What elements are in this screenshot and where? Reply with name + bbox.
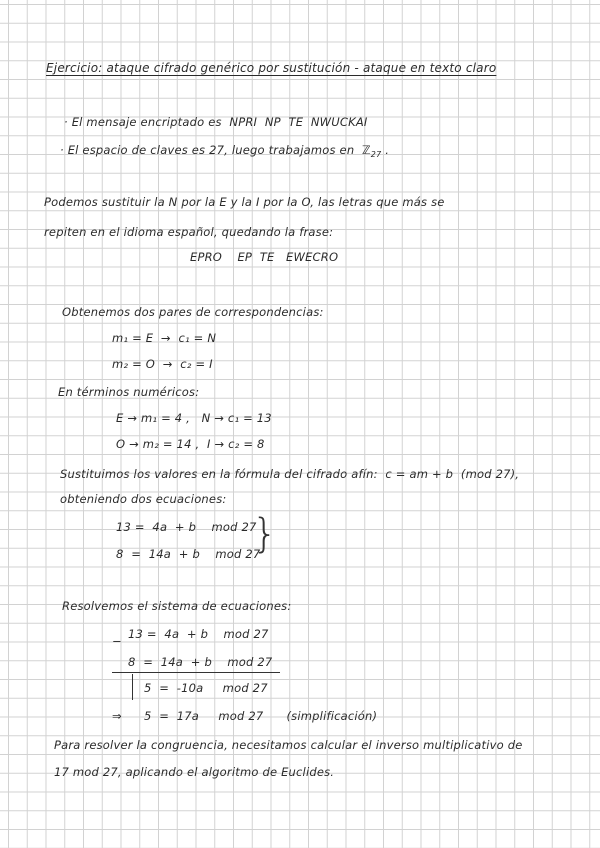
conclusion-line: Para resolver la congruencia, necesitamos calcular el inverso multiplicativo de bbox=[54, 738, 523, 752]
pair-two: m₂ = O → c₂ = I bbox=[112, 357, 213, 371]
substitution-line: obteniendo dos ecuaciones: bbox=[60, 492, 227, 506]
numeric-intro: En términos numéricos: bbox=[58, 385, 200, 399]
z-subscript: 27 bbox=[370, 150, 382, 159]
system-equation-one: 13 = 4a + b mod 27 bbox=[128, 627, 269, 641]
minus-sign: − bbox=[112, 634, 122, 648]
bullet-encrypted-message: · El mensaje encriptado es NPRI NP TE NWUCKAI bbox=[64, 115, 368, 129]
solve-intro: Resolvemos el sistema de ecuaciones: bbox=[62, 599, 292, 613]
equation-two: 8 = 14a + b mod 27 bbox=[116, 547, 261, 561]
pair-one: m₁ = E → c₁ = N bbox=[112, 331, 217, 345]
numeric-values-two: O → m₂ = 14 , I → c₂ = 8 bbox=[116, 437, 265, 451]
bullet-key-space-text: · El espacio de claves es 27, luego trabajamos en ℤ bbox=[60, 143, 371, 157]
substitution-line: Sustituimos los valores en la fórmula del cifrado afín: c = am + b (mod 27), bbox=[60, 467, 520, 481]
substituted-phrase: EPRO EP TE EWECRO bbox=[190, 250, 339, 264]
subtraction-bracket bbox=[132, 674, 133, 700]
system-result: 5 = -10a mod 27 bbox=[144, 681, 268, 695]
bullet-key-space-tail: . bbox=[381, 143, 390, 157]
bullet-key-space bbox=[60, 142, 389, 163]
implies-arrow: ⇒ bbox=[112, 709, 122, 723]
subtraction-rule bbox=[112, 672, 280, 673]
conclusion-line: 17 mod 27, aplicando el algoritmo de Euclides. bbox=[54, 765, 335, 779]
system-equation-two: 8 = 14a + b mod 27 bbox=[128, 655, 273, 669]
numeric-values-one: E → m₁ = 4 , N → c₁ = 13 bbox=[116, 411, 272, 425]
page-title: Ejercicio: ataque cifrado genérico por sustitución - ataque en texto claro bbox=[46, 61, 497, 75]
right-brace: } bbox=[252, 511, 278, 557]
equation-one: 13 = 4a + b mod 27 bbox=[116, 520, 257, 534]
paragraph-line: repiten en el idioma español, quedando la frase: bbox=[44, 225, 334, 239]
paragraph-line: Podemos sustituir la N por la E y la I por la O, las letras que más se bbox=[44, 195, 445, 209]
simplified-result: 5 = 17a mod 27 (simplificación) bbox=[144, 709, 378, 723]
pairs-intro: Obtenemos dos pares de correspondencias: bbox=[62, 305, 324, 319]
